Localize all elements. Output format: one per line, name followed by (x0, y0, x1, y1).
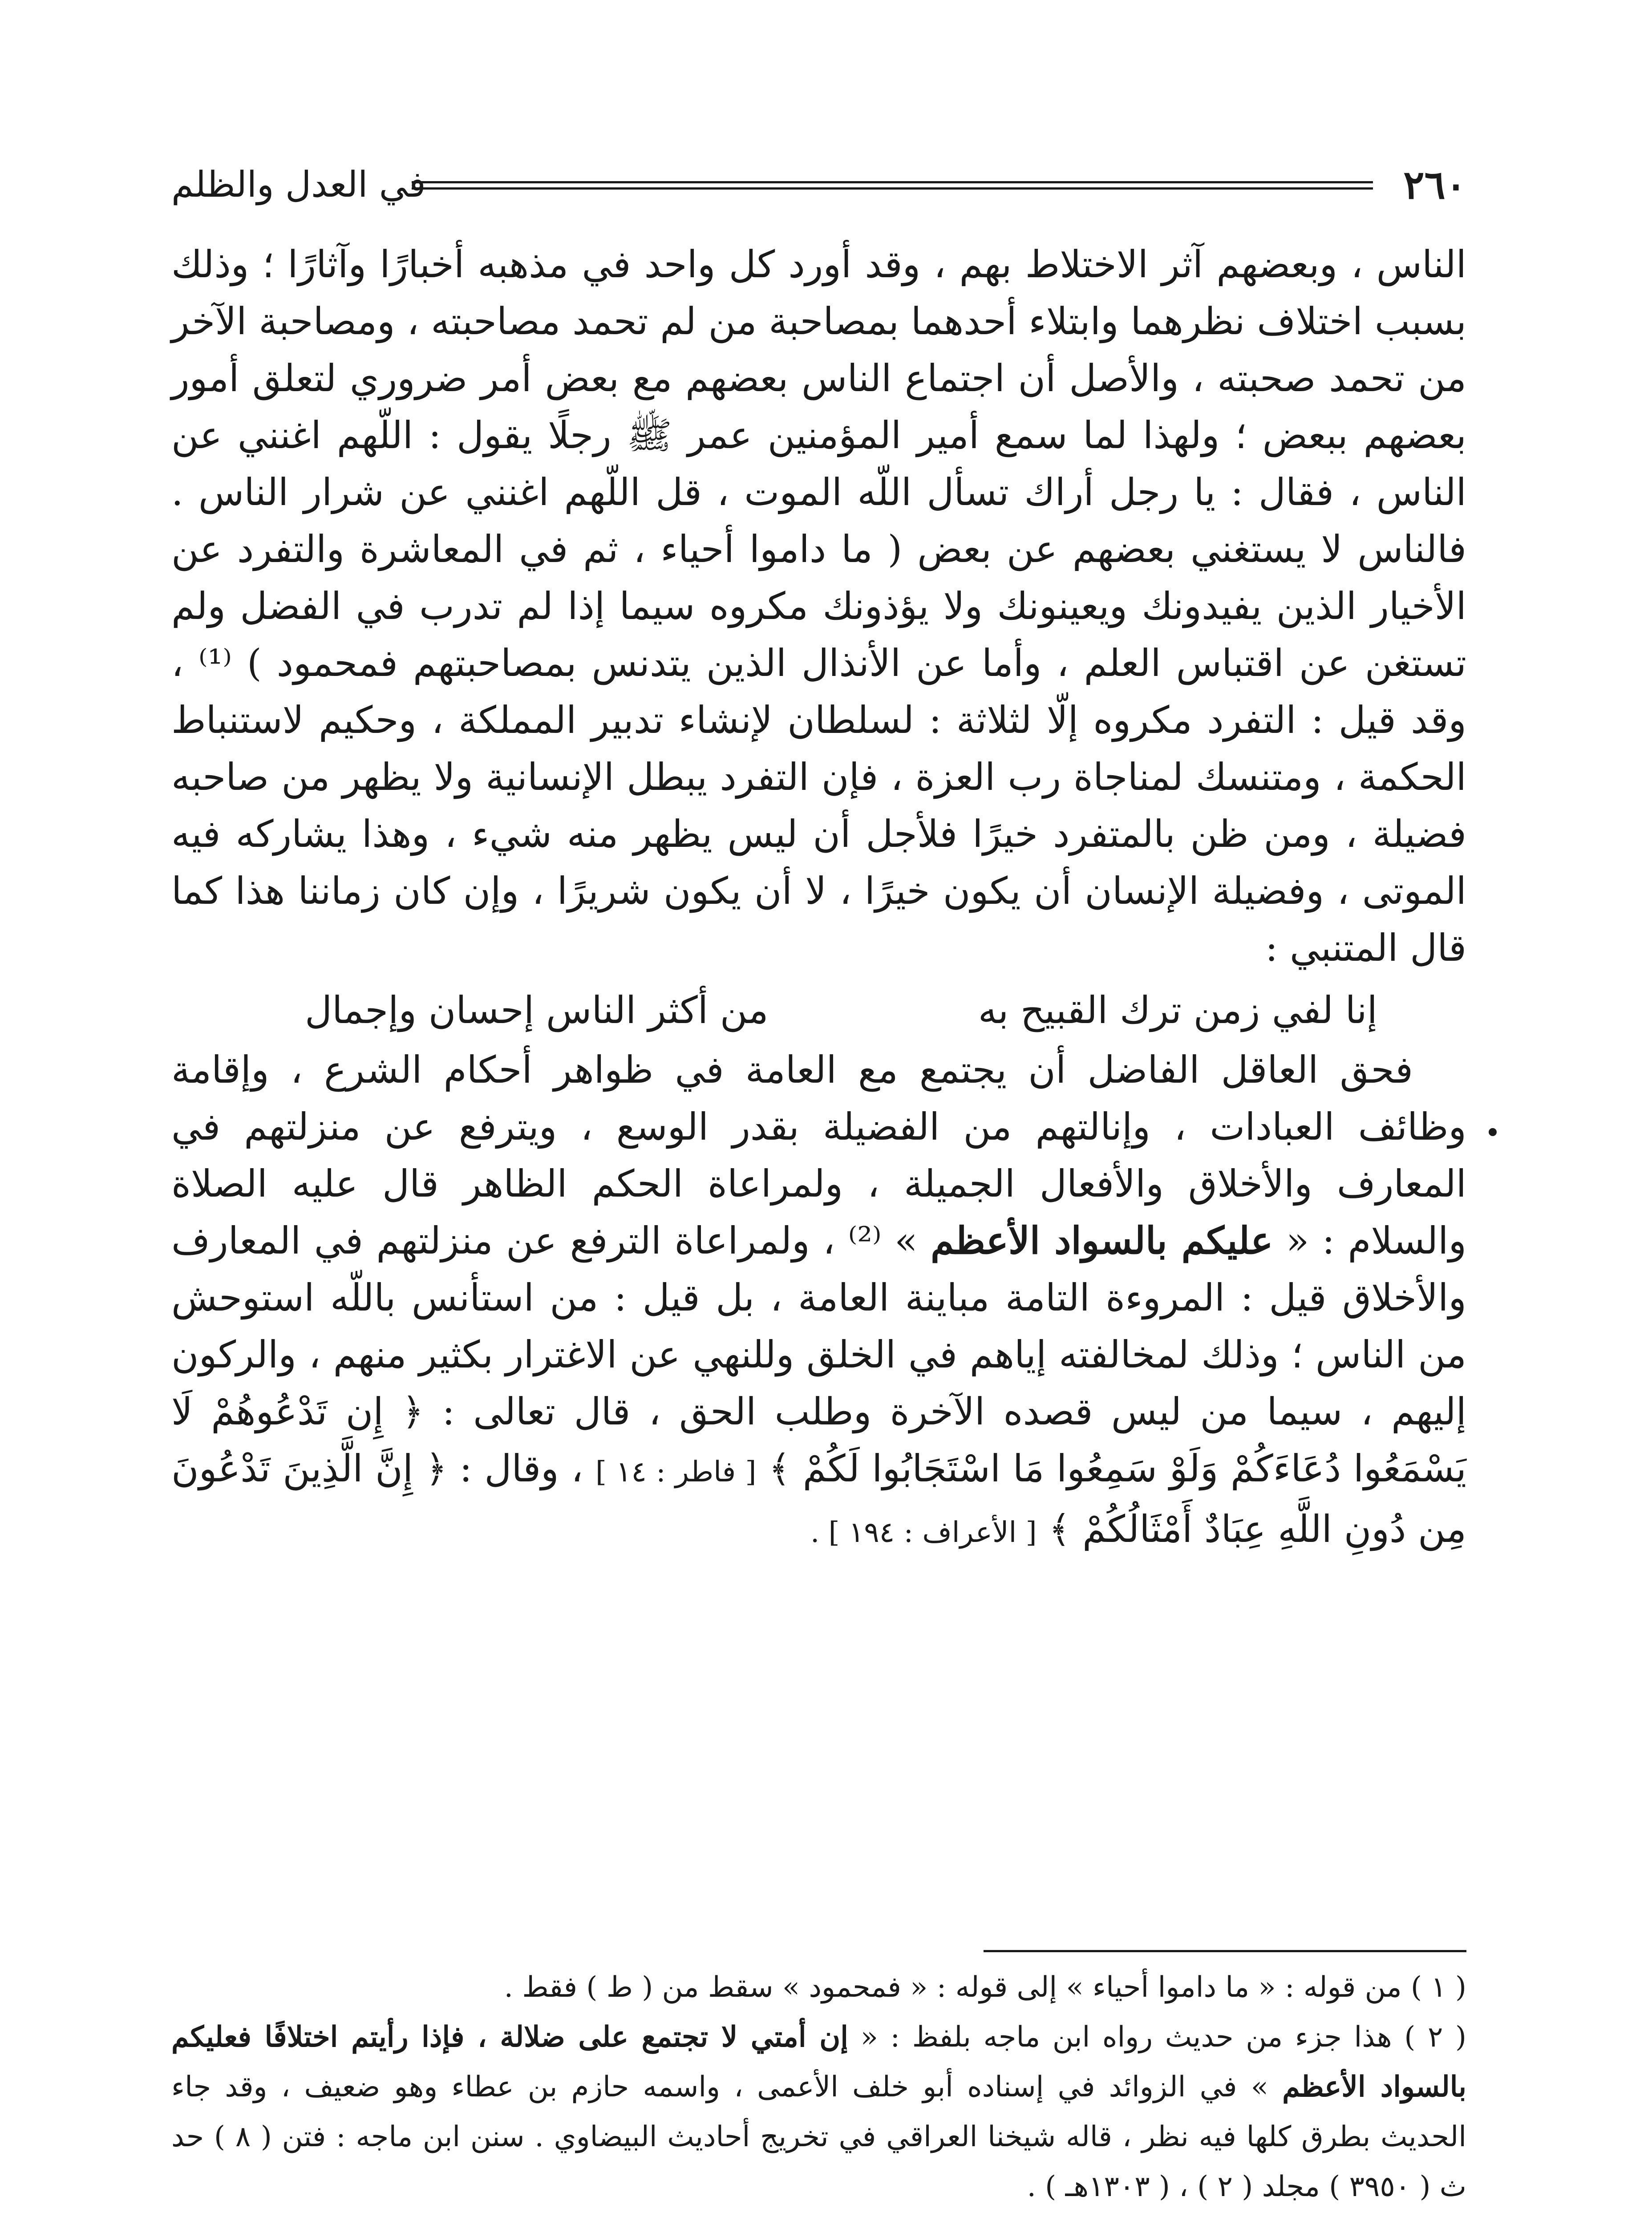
paragraph-1: الناس ، وبعضهم آثر الاختلاط بهم ، وقد أورد كل واحد في مذهبه أخبارًا وآثارًا ؛ وذلك بسبب اختلاف نظرهما وابتلاء أحدهما بمصاحبة من لم تحمد مصاحبته ، ومصاحبة الآخر من تحمد صحبته ، والأصل أن اجتماع الناس بعضهم مع بعض أمر ضروري لتعلق أمور بعضهم ببعض ؛ ولهذا لما سمع أمير المؤمنين عمر ﷺ رجلًا يقول : اللّهم اغنني عن الناس ، فقال : يا رجل أراك تسأل اللّه الموت ، قل اللّهم اغنني عن شرار الناس . فالناس لا يستغني بعضهم عن بعض ( ما داموا أحياء ، ثم في المعاشرة والتفرد عن الأخيار الذين يفيدونك ويعينونك ولا يؤذونك مكروه سيما إذا لم تدرب في الفضل ولم تستغن عن اقتباس العلم ، وأما عن الأنذال الذين يتدنس بمصاحبتهم فمحمود ) ⁽¹⁾ ، وقد قيل : التفرد مكروه إلّا لثلاثة : لسلطان لإنشاء تدبير المملكة ، وحكيم لاستنباط الحكمة ، ومتنسك لمناجاة رب العزة ، فإن التفرد يبطل الإنسانية ولا يظهر من صاحبه فضيلة ، ومن ظن بالمتفرد خيرًا فلأجل أن ليس يظهر منه شيء ، وهذا يشاركه فيه الموتى ، وفضيلة الإنسان أن يكون خيرًا ، لا أن يكون شريرًا ، وإن كان زماننا هذا كما قال المتنبي : (171, 243, 1466, 970)
quran-reference-1: [ فاطر : ١٤ ] (595, 1456, 757, 1489)
poem-first-hemistich: إنا لفي زمن ترك القبيح به (978, 988, 1377, 1032)
running-title: في العدل والظلم (171, 164, 426, 205)
poem-second-hemistich: من أكثر الناس إحسان وإجمال (305, 988, 769, 1032)
footnote-2-part-a: ( ٢ ) هذا جزء من حديث رواه ابن ماجه بلفظ : « (860, 2021, 1467, 2054)
footnotes (171, 1962, 1466, 2212)
hadith-quote: عليكم بالسواد الأعظم (930, 1218, 1273, 1262)
running-header (171, 158, 1466, 211)
footnote-2 (171, 2012, 1466, 2212)
paragraph-2-part-a: فحق العاقل الفاضل أن يجتمع مع العامة في ظواهر أحكام الشرع ، وإقامة وظائف العبادات ، وإنالتهم من الفضيلة بقدر الوسع ، ويترفع عن منزلتهم في المعارف والأخلاق والأفعال الجميلة ، ولمراعاة الحكم الظاهر قال عليه الصلاة والسلام : « (171, 1048, 1467, 1262)
footnote-1: ( ١ ) من قوله : « ما داموا أحياء » إلى قوله : « فمحمود » سقط من ( ط ) فقط . (504, 1971, 1466, 2004)
page-number: ٢٦٠ (1403, 162, 1466, 208)
paragraph-2-part-b: » ⁽²⁾ ، ولمراعاة الترفع عن منزلتهم في المعارف والأخلاق قيل : المروءة التامة مباينة العامة ، بل قيل : من استأنس باللّه استوحش من الناس ؛ وذلك لمخالفته إياهم في الخلق وللنهي عن الاغترار بكثير منهم ، والركون إليهم ، سيما من ليس قصده الآخرة وطلب الحق ، قال تعالى : ﴿ إِن تَدْعُوهُمْ لَا يَسْمَعُوا دُعَاءَكُمْ وَلَوْ سَمِعُوا مَا اسْتَجَابُوا لَكُمْ ﴾ (171, 1219, 1467, 1490)
footnote-2-part-b: » في الزوائد في إسناده أبو خلف الأعمى ، واسمه حازم بن عطاء وهو ضعيف ، وقد جاء الحديث بطرق كلها فيه نظر ، قاله شيخنا العراقي في تخريج أحاديث البيضاوي . سنن ابن ماجه : فتن ( ٨ ) حد ث ( ٣٩٥٠ ) مجلد ( ٢ ) ، ( ١٣٠٣هـ ) . (171, 2071, 1466, 2203)
quran-reference-2: [ الأعراف : ١٩٤ ] . (810, 1516, 1037, 1549)
poem-verse (171, 982, 1466, 1039)
paragraph-2 (171, 1041, 1466, 1561)
footnote-2-hadith: إن أمتي لا تجتمع على ضلالة ، فإذا رأيتم اختلافًا فعليكم بالسواد الأعظم (171, 2020, 1467, 2104)
header-double-rule (412, 181, 1373, 190)
paragraph-2-part-c: ، وقال : ﴿ إِنَّ الَّذِينَ تَدْعُونَ مِن دُونِ اللَّهِ عِبَادٌ أَمْثَالُكُمْ ﴾ (171, 1447, 1466, 1551)
margin-dot (1489, 1128, 1497, 1136)
main-text (171, 236, 1466, 1561)
footnote-rule (984, 1950, 1466, 1952)
